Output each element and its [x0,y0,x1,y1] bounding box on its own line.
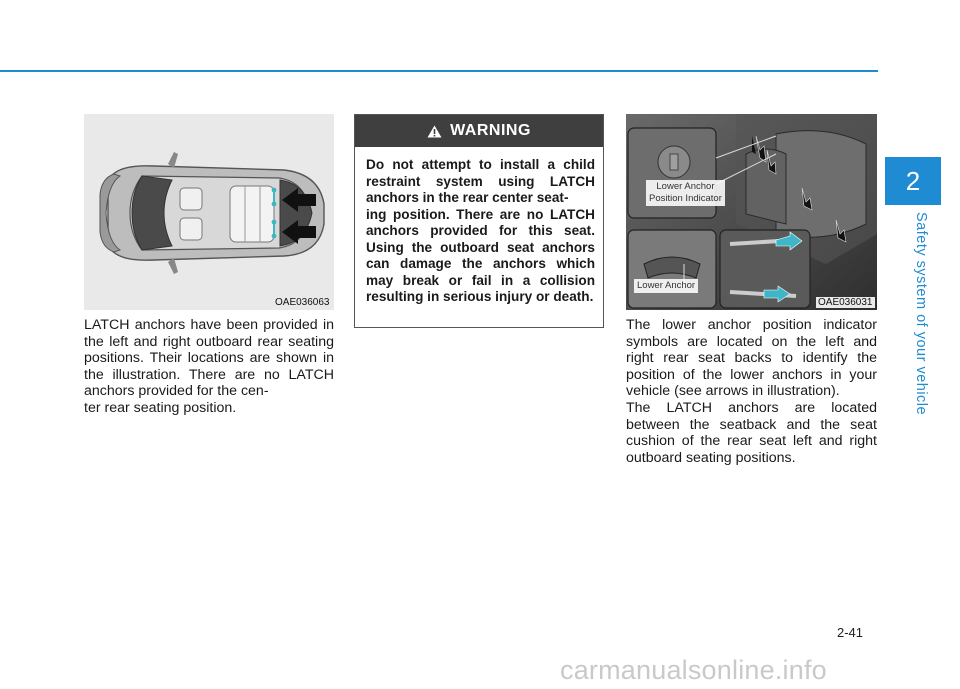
left-figure-code: OAE036063 [275,297,330,308]
warning-header [355,115,603,147]
section-tab [885,157,941,205]
warning-text: Do not attempt to install a child restraint system using LATCH anchors in the rear center seat- ing position. There are no LATCH anchors provided for this seat. Using the outboard seat anchors can damage the anchors which may break or fail in a collision resulting in serious injury or death. [366,157,595,304]
warning-triangle-icon [427,125,442,138]
car-top-view-figure [84,114,334,310]
watermark: carmanualsonline.info [560,655,827,685]
header-rule [0,70,878,72]
page-number: 2-41 [837,625,864,640]
section-number: 2 [905,165,921,196]
latch-intro-paragraph: LATCH anchors have been provided in the left and right outboard rear seating positions. Their locations are shown in the illustration. There are no LATCH anchors provided for the cen- ter rear seating position. [84,317,334,416]
car-top-view-illustration [84,114,334,310]
indicator-paragraph: The lower anchor position indicator symbols are located on the left and right rear seat backs to identify the position of the lower anchors in your vehicle (see arrows in illustration). [626,317,877,399]
rear-seat-figure [626,114,877,310]
right-figure-code: OAE036031 [818,297,873,308]
lower-anchor-indicator-callout: Lower Anchor Position Indicator [646,180,725,206]
warning-title: WARNING [450,122,531,139]
anchor-location-paragraph: The LATCH anchors are located between the seatback and the seat cushion of the rear seat left and right outboard seating positions. [626,400,877,466]
section-title: Safety system of your vehicle [913,212,929,416]
lower-anchor-callout: Lower Anchor [634,279,698,293]
warning-box [354,114,604,328]
